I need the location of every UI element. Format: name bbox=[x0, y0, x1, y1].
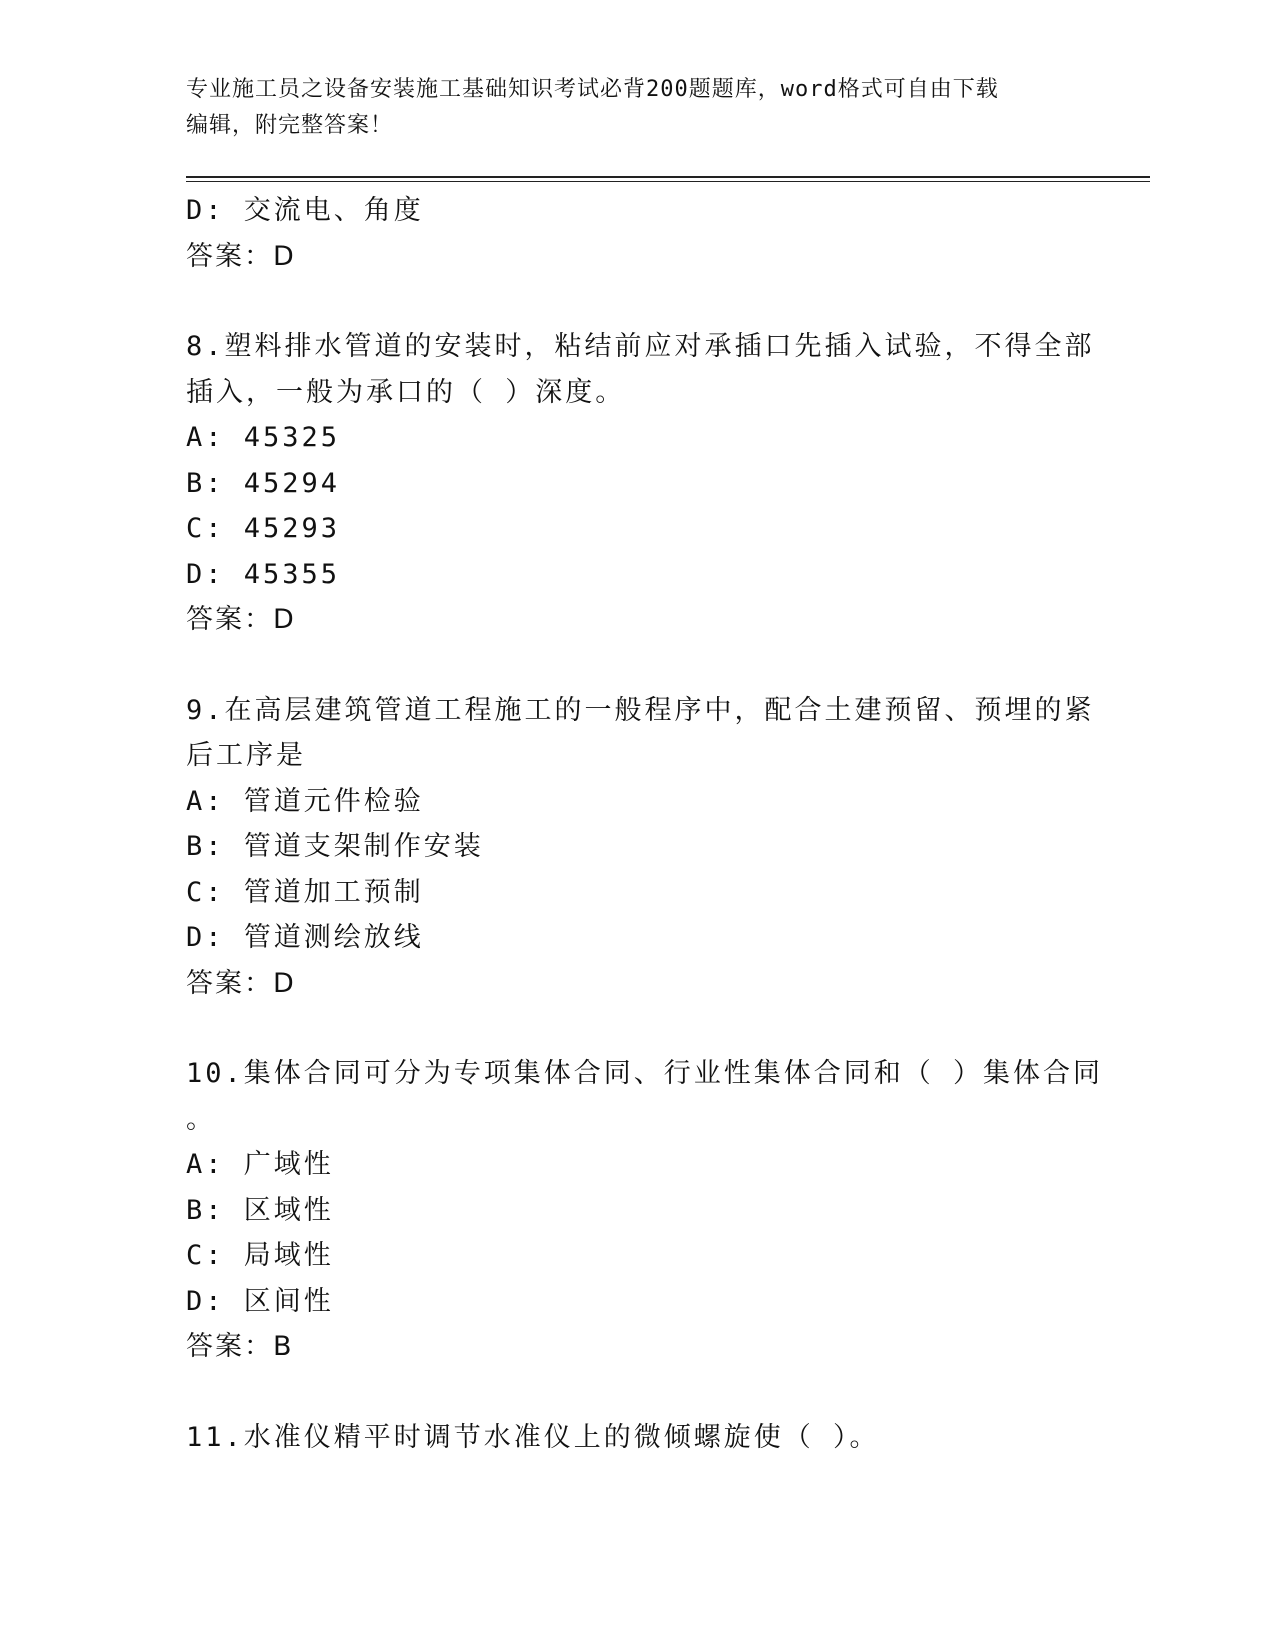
option-a: A: 管道元件检验 bbox=[186, 785, 424, 817]
option-b: B: 管道支架制作安装 bbox=[186, 831, 484, 862]
answer-line: 答案：D bbox=[186, 967, 296, 999]
question-8 bbox=[186, 324, 1095, 643]
option-b: B: 区域性 bbox=[186, 1194, 334, 1226]
header-line-2: 编辑，附完整答案！ bbox=[186, 113, 394, 138]
question-stem-line: 。 bbox=[186, 1103, 216, 1135]
header-line-1: 专业施工员之设备安装施工基础知识考试必背200题题库，word格式可自由下载 bbox=[186, 77, 999, 102]
option-c: C: 局域性 bbox=[186, 1240, 334, 1271]
answer-line: 答案：D bbox=[186, 604, 296, 635]
document-header bbox=[186, 72, 1066, 144]
option-d: D: 区间性 bbox=[186, 1285, 334, 1317]
question-list bbox=[186, 188, 1104, 1460]
header-divider-thin bbox=[186, 181, 1150, 182]
option-d: D: 交流电、角度 bbox=[186, 195, 424, 226]
option-a: A: 45325 bbox=[186, 422, 341, 453]
question-9 bbox=[186, 688, 1095, 1007]
question-7-fragment bbox=[186, 188, 1066, 279]
question-stem-line: 插入，一般为承口的（ ）深度。 bbox=[186, 376, 626, 408]
option-c: C: 45293 bbox=[186, 513, 341, 544]
option-a: A: 广域性 bbox=[186, 1149, 334, 1180]
option-d: D: 45355 bbox=[186, 558, 341, 590]
question-stem-line: 后工序是 bbox=[186, 740, 306, 771]
question-11 bbox=[186, 1415, 1066, 1461]
question-10 bbox=[186, 1051, 1104, 1370]
question-stem-line: 9.在高层建筑管道工程施工的一般程序中，配合土建预留、预埋的紧 bbox=[186, 694, 1095, 726]
option-d: D: 管道测绘放线 bbox=[186, 922, 424, 953]
option-c: C: 管道加工预制 bbox=[186, 876, 424, 908]
question-stem-line: 10.集体合同可分为专项集体合同、行业性集体合同和（ ）集体合同 bbox=[186, 1058, 1104, 1089]
question-stem-line: 8.塑料排水管道的安装时，粘结前应对承插口先插入试验，不得全部 bbox=[186, 331, 1095, 362]
option-b: B: 45294 bbox=[186, 467, 341, 499]
question-stem-line: 11.水准仪精平时调节水准仪上的微倾螺旋使（ ）。 bbox=[186, 1421, 880, 1453]
answer-line: 答案：D bbox=[186, 240, 296, 272]
header-divider-thick bbox=[186, 176, 1150, 178]
answer-line: 答案：B bbox=[186, 1331, 294, 1362]
